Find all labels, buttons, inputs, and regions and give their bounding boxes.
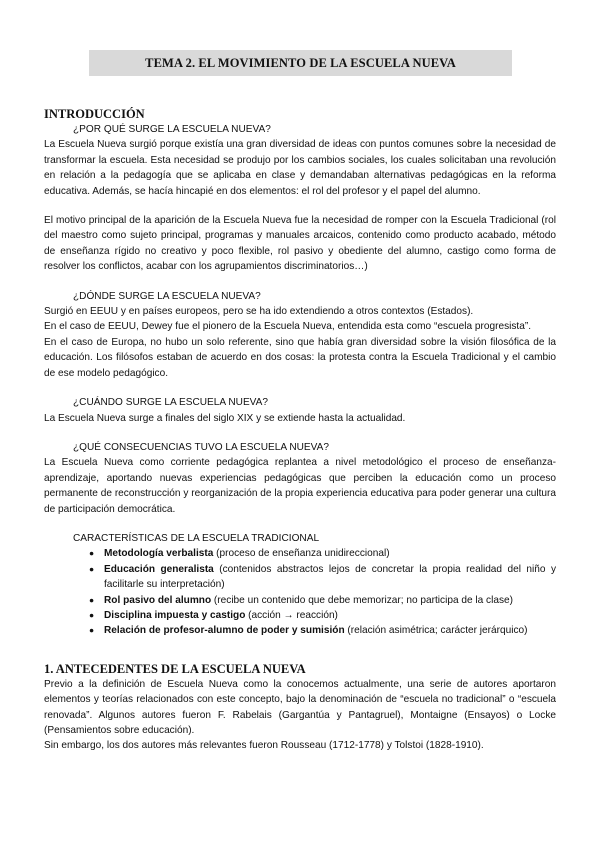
list-item: ● Disciplina impuesta y castigo (acción → reacción) (91, 608, 556, 623)
list-item: ● Relación de profesor-alumno de poder y sumisión (relación asimétrica; carácter jerárquico) (91, 623, 556, 638)
section-1-heading: 1. ANTECEDENTES DE LA ESCUELA NUEVA (44, 661, 306, 676)
document-body (44, 106, 556, 754)
document-title: TEMA 2. EL MOVIMIENTO DE LA ESCUELA NUEVA (89, 50, 512, 76)
list-item: ● Educación generalista (contenidos abstractos lejos de concretar la propia realidad del niño y facilitarle su interpretación) (91, 562, 556, 593)
list-item: ● Metodología verbalista (proceso de enseñanza unidireccional) (91, 546, 556, 561)
question-why: ¿POR QUÉ SURGE LA ESCUELA NUEVA? (73, 124, 271, 135)
intro-heading: INTRODUCCIÓN (44, 107, 145, 121)
paragraph-europe: En el caso de Europa, no hubo un solo referente, sino que había gran diversidad sobre la visión filosófica de la educación. Los filósofos estaban de acuerdo en dos cosas: la protesta contra la Escuela Tradicional y el cambio de ese modelo pedagógico. (44, 336, 556, 379)
paragraph-antecedents: Previo a la definición de Escuela Nueva como la conocemos actualmente, una serie de autores aportaron elementos y teorías relacionados con este concepto, bajo la denominación de “escuela no tradicional” o “escuela renovada”. Algunos autores fueron F. Rabelais (Gargantúa y Pantagruel), Montaigne (Ensayos) o Locke (Pensamientos sobre educación). (44, 678, 556, 736)
paragraph-why: La Escuela Nueva surgió porque existía una gran diversidad de ideas con puntos comunes sobre la necesidad de transformar la escuela. Esta necesidad se produjo por los cambios sociales, los cuales solicitaban una revolución en relación a la pedagogía que se aplicaba en clase y demandaban alternativas pedagógicas en la reforma educativa. Además, se hacía hincapié en dos elementos: el rol del profesor y el papel del alumno. (44, 139, 556, 197)
question-consequences: ¿QUÉ CONSECUENCIAS TUVO LA ESCUELA NUEVA? (73, 441, 329, 453)
paragraph-relevant-authors: Sin embargo, los dos autores más relevantes fueron Rousseau (1712-1778) y Tolstoi (1828-1910). (44, 740, 484, 752)
paragraph-motive: El motivo principal de la aparición de la Escuela Nueva fue la necesidad de romper con la Escuela Tradicional (rol del maestro como sujeto principal, programas y manuales arcaicos, contenido como producto acabado, método de enseñanza rígido no creativo y poco flexible, rol pasivo y obediente del alumno, castigo como forma de resolver los conflictos, acabar con los agrupamientos discriminatorios…) (44, 215, 556, 273)
characteristics-list (44, 546, 556, 638)
paragraph-where: Surgió en EEUU y en países europeos, pero se ha ido extendiendo a otros contextos (Estados). (44, 306, 474, 318)
list-item: ● Rol pasivo del alumno (recibe un contenido que debe memorizar; no participa de la clase) (91, 593, 556, 608)
paragraph-consequences: La Escuela Nueva como corriente pedagógica replantea a nivel metodológico el proceso de enseñanza-aprendizaje, aportando nuevas experiencias pedagógicas que perciben la educación como un proceso permanente de reconstrucción y reorganización de la propia experiencia educativa para poder generar una cultura de participación democrática. (44, 457, 556, 515)
paragraph-eeuu: En el caso de EEUU, Dewey fue el pionero de la Escuela Nueva, entendida esta como “escuela progresista”. (44, 321, 532, 333)
characteristics-heading: CARACTERÍSTICAS DE LA ESCUELA TRADICIONAL (73, 532, 320, 544)
paragraph-when: La Escuela Nueva surge a finales del siglo XIX y se extiende hasta la actualidad. (44, 412, 406, 424)
question-when: ¿CUÁNDO SURGE LA ESCUELA NUEVA? (73, 397, 269, 409)
question-where: ¿DÓNDE SURGE LA ESCUELA NUEVA? (73, 290, 261, 302)
